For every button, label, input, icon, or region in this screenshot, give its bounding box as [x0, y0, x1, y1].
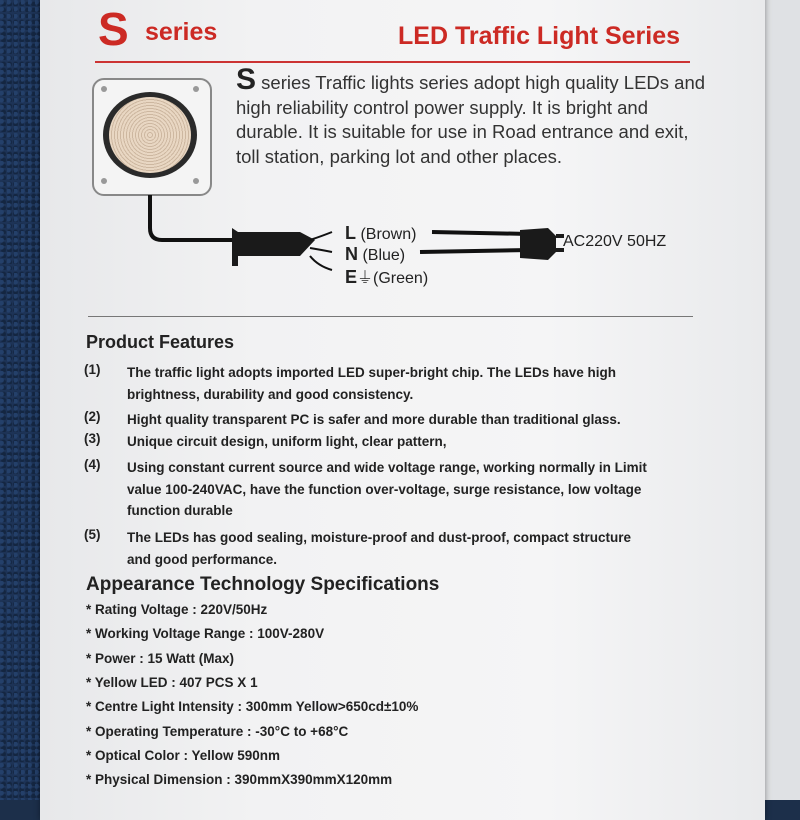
wire-e-letter: E — [345, 267, 358, 287]
spec-item: * Physical Dimension : 390mmX390mmX120mm — [86, 772, 393, 788]
wire-l-letter: L — [345, 223, 356, 243]
spec-item: * Power : 15 Watt (Max) — [86, 650, 235, 666]
plug-icon — [520, 228, 556, 260]
wire-e-label — [345, 265, 428, 288]
cable-sheath — [232, 228, 315, 266]
wire-n-label — [345, 244, 405, 265]
feature-text-line: The traffic light adopts imported LED super-bright chip. The LEDs have high — [127, 365, 617, 380]
feature-text-line: brightness, durability and good consistency. — [127, 386, 414, 402]
feature-text-line: Unique circuit design, uniform light, clear pattern, — [127, 434, 447, 449]
spec-item: * Yellow LED : 407 PCS X 1 — [86, 674, 258, 690]
feature-text-line: Hight quality transparent PC is safer and more durable than traditional glass. — [127, 412, 621, 427]
series-word: series — [145, 18, 218, 46]
wire-n-letter: N — [345, 244, 358, 264]
spec-item: * Centre Light Intensity : 300mm Yellow>650cd±10% — [86, 699, 419, 715]
wire-n — [420, 250, 530, 252]
series-s-letter: S — [98, 3, 129, 55]
feature-number: (2) — [84, 409, 101, 424]
feature-number: (1) — [84, 362, 101, 377]
spec-item: * Rating Voltage : 220V/50Hz — [86, 602, 268, 617]
feature-text-line: function durable — [127, 503, 233, 518]
ground-icon: ⏚ — [357, 270, 374, 287]
specs-title: Appearance Technology Specifications — [86, 574, 440, 595]
features-title: Product Features — [86, 332, 235, 352]
feature-text-line: Using constant current source and wide voltage range, working normally in Limit — [127, 460, 647, 475]
intro-lead-letter: S — [236, 63, 257, 96]
intro-text: series Traffic lights series adopt high quality LEDs and high reliability control power supply. It is bright and durable. It is suitable for use in Road entrance and exit, toll station, parking lot and other places. — [236, 72, 706, 167]
wire-l-color: (Brown) — [360, 226, 417, 243]
feature-text-line: The LEDs has good sealing, moisture-proof and dust-proof, compact structure — [127, 530, 632, 545]
section-divider — [88, 316, 693, 317]
spec-item: * Operating Temperature : -30°C to +68°C — [86, 723, 349, 739]
spec-item: * Optical Color : Yellow 590nm — [86, 747, 281, 763]
wire-n-color: (Blue) — [362, 247, 406, 264]
feature-number: (3) — [84, 431, 101, 446]
wire-l-label — [345, 223, 416, 244]
feature-number: (5) — [84, 527, 101, 542]
cable — [150, 195, 238, 240]
page-title: LED Traffic Light Series — [398, 22, 681, 50]
wire-l — [432, 232, 530, 234]
feature-text-line: and good performance. — [127, 551, 278, 567]
feature-text-line: value 100-240VAC, have the function over-voltage, surge resistance, low voltage — [127, 481, 642, 497]
feature-number: (4) — [84, 457, 101, 472]
spec-item: * Working Voltage Range : 100V-280V — [86, 626, 325, 642]
wire-e-color: (Green) — [373, 270, 429, 287]
ac-supply-label: AC220V 50HZ — [563, 233, 667, 250]
